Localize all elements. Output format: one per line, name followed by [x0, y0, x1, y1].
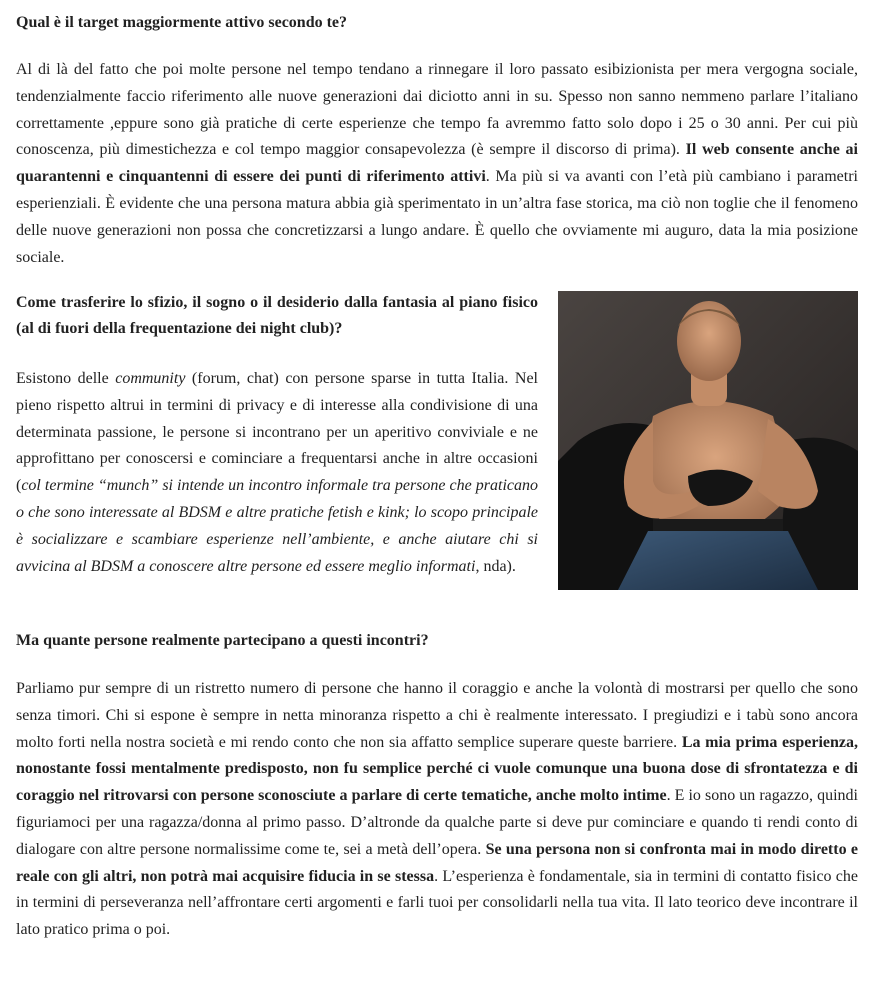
answer-paragraph: [16, 366, 538, 580]
article-photo: [558, 291, 858, 590]
question-heading: Qual è il target maggiormente attivo secondo te?: [16, 14, 348, 31]
text-run: Al di là del fatto che poi molte persone nel tempo tendano a rinnegare il loro passato esibizionista per mera vergogna sociale, tendenzialmente faccio riferimento alle nuove generazioni dai diciotto anni in su. Spesso non sanno nemmeno parlare l’italiano correttamente ,eppure sono già pratiche di certe esperienze che tempo fa avremmo fatto solo dopo i 25 o 30 anni. Per cui più conoscenza, più dimestichezza e col tempo maggior consapevolezza (è sempre il discorso di prima).: [16, 61, 858, 159]
italic-text: community: [115, 370, 186, 387]
text-run: . Ma più si va avanti con l’età più cambiano i parametri esperienziali. È evidente che una persona matura abbia già sperimentato in un’altra fase storica, ma ciò non toglie che il fenomeno delle nuove generazioni non possa che concretizzarsi a lungo andare. È quello che ovviamente mi auguro, data la mia posizione sociale.: [16, 168, 859, 266]
text-run: Parliamo pur sempre di un ristretto numero di persone che hanno il coraggio e anche la volontà di mostrarsi per quello che sono senza timori. Chi si espone è sempre in netta minoranza rispetto a chi è realmente interessato. I pregiudizi e i tabù sono ancora molto forti nella nostra società e mi rendo conto che non sia affatto semplice superare queste barriere.: [16, 680, 858, 751]
text-run: , nda).: [475, 557, 516, 575]
question-heading: Come trasferire lo sfizio, il sogno o il desiderio dalla fantasia al piano fisico (al di fuori della frequentazione dei night club)?: [16, 294, 538, 337]
answer-paragraph: [16, 57, 858, 271]
question-heading: Ma quante persone realmente partecipano a questi incontri?: [16, 632, 429, 649]
text-run: (forum, chat) con persone sparse in tutta Italia. Nel pieno rispetto altrui in termini di privacy e di interesse alla condivisione di una determinata passione, le persone si incontrano per un aperitivo conviviale e ne approfittano per conoscersi e cominciare a frequentarsi anche in altre occasioni (: [16, 370, 538, 495]
text-run: . E io sono un ragazzo, quindi figuriamoci per una ragazza/donna al primo passo. D’altronde da qualche parte si deve pur cominciare e quando ti rendi conto di dialogare con altre persone normalissime come te, sei a metà dell’opera.: [16, 787, 858, 858]
bold-text: La mia prima esperienza, nonostante fossi mentalmente predisposto, non fu semplice perché ci vuole comunque una buona dose di sfrontatezza e di coraggio nel ritrovarsi con persone sconosciute a parlare di certe tematiche, anche molto intime: [16, 733, 858, 805]
text-run: . L’esperienza è fondamentale, sia in termini di contatto fisico che in termini di perseveranza nell’affrontare certi argomenti e farli tuoi per consolidarli nella tua vita. Il lato teorico deve incontrare il lato pratico prima o poi.: [16, 867, 858, 939]
bold-text: Se una persona non si confronta mai in modo diretto e reale con gli altri, non potrà mai acquisire fiducia in se stessa: [16, 840, 859, 885]
answer-paragraph: [16, 676, 858, 944]
text-run: Esistono delle: [16, 370, 116, 387]
bold-text: Il web consente anche ai quarantenni e cinquantenni di essere dei punti di riferimento attivi: [16, 141, 859, 186]
italic-text: col termine “munch” si intende un incontro informale tra persone che praticano o che sono interessate al BDSM e altre pratiche fetish e kink; lo scopo principale è socializzare e scambiare esperienze nell’ambiente, e anche aiutare chi si avvicina al BDSM a conoscere altre persone ed essere meglio informati: [16, 477, 538, 575]
